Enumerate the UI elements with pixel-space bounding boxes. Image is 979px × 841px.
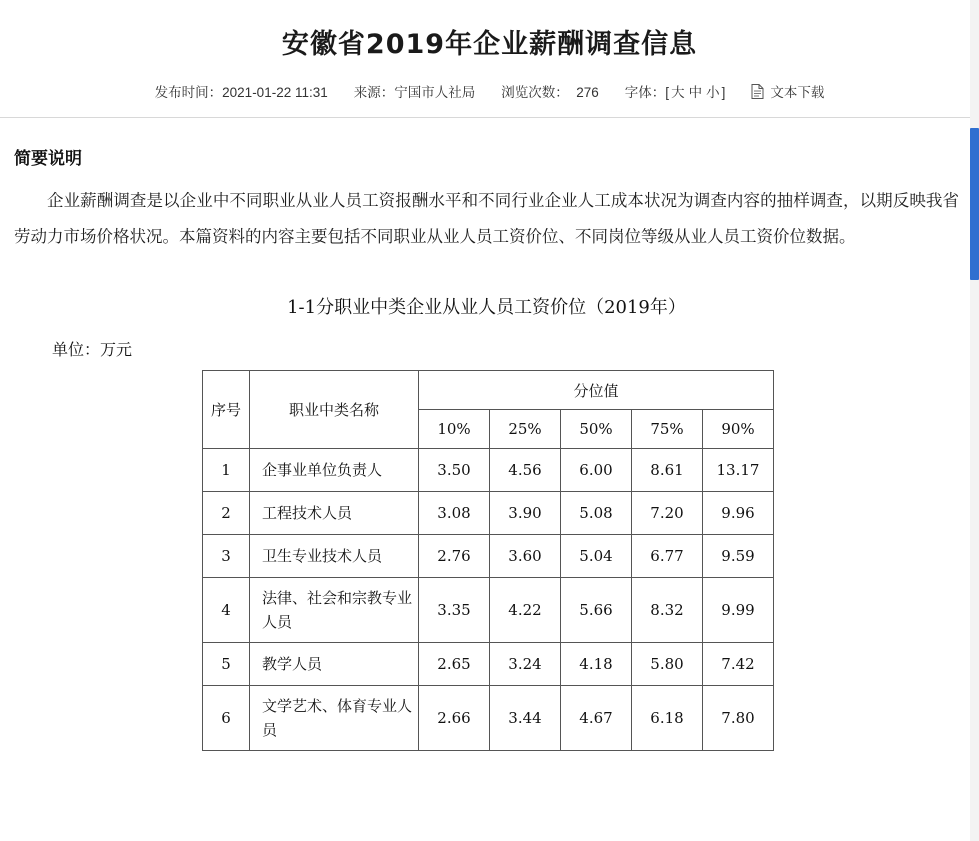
font-size-small[interactable]: 小 <box>706 85 720 100</box>
col-header-p75: 75% <box>632 410 703 449</box>
row-p90: 9.99 <box>703 578 774 643</box>
source <box>354 81 476 101</box>
text-download-label: 文本下载 <box>770 85 825 100</box>
font-size-medium[interactable]: 中 <box>688 85 703 100</box>
col-header-p90: 90% <box>703 410 774 449</box>
row-p75: 6.18 <box>632 686 703 751</box>
row-p25: 3.44 <box>490 686 561 751</box>
table-row <box>203 578 774 643</box>
row-name: 文学艺术、体育专业人员 <box>250 686 419 751</box>
row-p75: 5.80 <box>632 643 703 686</box>
row-p50: 5.66 <box>561 578 632 643</box>
table-row <box>203 492 774 535</box>
row-index: 1 <box>203 449 250 492</box>
page-scrollbar[interactable] <box>970 0 979 841</box>
row-p75: 6.77 <box>632 535 703 578</box>
header-divider <box>0 117 979 118</box>
row-p90: 7.42 <box>703 643 774 686</box>
row-p50: 6.00 <box>561 449 632 492</box>
intro-paragraph: 企业薪酬调查是以企业中不同职业从业人员工资报酬水平和不同行业企业人工成本状况为调查内容的抽样调查，以期反映我省劳动力市场价格状况。本篇资料的内容主要包括不同职业从业人员工资价位、不同岗位等级从业人员工资价位数据。 <box>14 191 959 246</box>
col-header-p10: 10% <box>419 410 490 449</box>
row-p75: 8.61 <box>632 449 703 492</box>
view-count-label: 浏览次数： <box>501 85 569 100</box>
bracket-open: [ <box>665 85 670 100</box>
row-p10: 3.35 <box>419 578 490 643</box>
source-value: 宁国市人社局 <box>394 85 476 100</box>
row-name: 企事业单位负责人 <box>250 449 419 492</box>
font-size-large[interactable]: 大 <box>671 85 685 100</box>
article-meta <box>0 67 979 117</box>
table-row <box>203 643 774 686</box>
table-row <box>203 535 774 578</box>
table-head-row-1 <box>203 371 774 410</box>
row-p90: 13.17 <box>703 449 774 492</box>
publish-time <box>155 81 328 101</box>
wage-table-header <box>203 371 774 449</box>
table-row <box>203 686 774 751</box>
wage-table-body <box>203 449 774 751</box>
page-title: 安徽省2019年企业薪酬调查信息 <box>281 29 698 60</box>
col-header-name: 职业中类名称 <box>250 371 419 449</box>
row-name: 卫生专业技术人员 <box>250 535 419 578</box>
row-name: 法律、社会和宗教专业人员 <box>250 578 419 643</box>
row-index: 2 <box>203 492 250 535</box>
row-p10: 2.65 <box>419 643 490 686</box>
view-count <box>501 81 599 101</box>
section-title: 简要说明 <box>14 149 82 169</box>
row-index: 4 <box>203 578 250 643</box>
row-p75: 7.20 <box>632 492 703 535</box>
row-p90: 9.96 <box>703 492 774 535</box>
row-p25: 4.22 <box>490 578 561 643</box>
row-p50: 5.04 <box>561 535 632 578</box>
publish-time-label: 发布时间： <box>154 85 223 100</box>
document-icon <box>751 84 764 99</box>
view-count-value: 276 <box>576 85 599 100</box>
bracket-close: ] <box>721 85 726 100</box>
text-download-button[interactable] <box>751 81 824 101</box>
row-p10: 2.66 <box>419 686 490 751</box>
scrollbar-thumb[interactable] <box>970 128 979 280</box>
row-p90: 9.59 <box>703 535 774 578</box>
font-size-label: 字体： <box>624 85 666 100</box>
article-content <box>0 144 979 751</box>
row-p25: 3.60 <box>490 535 561 578</box>
row-index: 6 <box>203 686 250 751</box>
row-p25: 3.24 <box>490 643 561 686</box>
row-name: 工程技术人员 <box>250 492 419 535</box>
col-header-p25: 25% <box>490 410 561 449</box>
row-p25: 3.90 <box>490 492 561 535</box>
col-header-group: 分位值 <box>419 371 774 410</box>
publish-time-value: 2021-01-22 11:31 <box>222 85 328 100</box>
col-header-index: 序号 <box>203 371 250 449</box>
table-caption: 1-1分职业中类企业从业人员工资价位（2019年） <box>287 297 686 318</box>
row-p25: 4.56 <box>490 449 561 492</box>
table-unit: 单位：万元 <box>52 340 133 359</box>
row-p10: 3.50 <box>419 449 490 492</box>
source-label: 来源： <box>353 85 395 100</box>
row-p50: 4.18 <box>561 643 632 686</box>
row-name: 教学人员 <box>250 643 419 686</box>
row-p50: 4.67 <box>561 686 632 751</box>
row-p10: 3.08 <box>419 492 490 535</box>
col-header-p50: 50% <box>561 410 632 449</box>
table-row <box>203 449 774 492</box>
row-p50: 5.08 <box>561 492 632 535</box>
row-p90: 7.80 <box>703 686 774 751</box>
row-index: 5 <box>203 643 250 686</box>
font-size-switcher <box>625 81 726 101</box>
wage-table <box>202 370 774 751</box>
row-p10: 2.76 <box>419 535 490 578</box>
row-index: 3 <box>203 535 250 578</box>
row-p75: 8.32 <box>632 578 703 643</box>
